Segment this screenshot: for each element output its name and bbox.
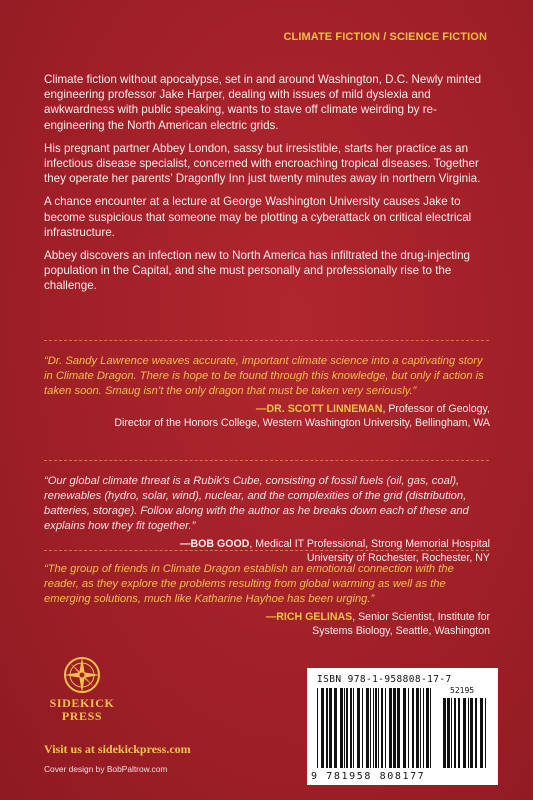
barcode-bar — [340, 688, 343, 768]
divider — [44, 460, 489, 461]
barcode-bar — [430, 688, 431, 768]
barcode-bar — [408, 688, 409, 768]
barcode-bar — [470, 698, 473, 768]
barcode-bar — [447, 698, 450, 768]
barcode-bar — [389, 688, 392, 768]
endorser-name: —RICH GELINAS — [265, 611, 353, 623]
book-description — [44, 72, 494, 302]
barcode-bar — [378, 688, 379, 768]
endorsement-attribution — [44, 610, 490, 638]
endorsement-3 — [44, 562, 490, 638]
endorsement-attribution — [44, 402, 490, 430]
genre-label: CLIMATE FICTION / SCIENCE FICTION — [283, 31, 487, 43]
blurb-paragraph: His pregnant partner Abbey London, sassy but irresistible, starts her practice as an infectious disease specialist, concerned with encroaching tropical diseases. Together they operate her parents' Dragonfly Inn just twenty minutes away in northern Virginia. — [44, 141, 481, 186]
isbn-barcode — [307, 668, 498, 785]
endorser-role: , Medical IT Professional, Strong Memorial Hospital — [249, 538, 490, 550]
barcode-bar — [350, 688, 352, 768]
barcode-bar — [454, 698, 456, 768]
barcode-bar — [468, 698, 469, 768]
blurb-paragraph: Abbey discovers an infection new to North America has infiltrated the drug-injecting population in the Capital, and she must personally and professionally rise to the challenge. — [44, 249, 470, 293]
barcode-bar — [420, 688, 421, 768]
barcode-bar — [403, 688, 406, 768]
divider — [44, 550, 489, 551]
compass-emblem-icon — [62, 655, 102, 695]
endorsement-text: “Dr. Sandy Lawrence weaves accurate, important climate science into a captivating story in Climate Dragon. There is hope to be found through this knowledge, but only if action is taken soon. Smaug isn’t the only dragon that must be taken very seriously.” — [44, 355, 484, 397]
endorser-affiliation: Director of the Honors College, Western Washington University, Bellingham, WA — [114, 417, 490, 429]
endorser-affiliation: Systems Biology, Seattle, Washington — [312, 625, 490, 637]
barcode-bar — [458, 698, 460, 768]
barcode-bar — [353, 688, 354, 768]
barcode-bar — [362, 688, 363, 768]
barcode-bar — [375, 688, 377, 768]
endorsement-2 — [44, 474, 490, 565]
endorser-affiliation: University of Rochester, Rochester, NY — [306, 552, 490, 564]
barcode-digits: 9 781958 808177 — [311, 771, 426, 782]
publisher-name-line1: SIDEKICK — [49, 696, 115, 710]
barcode-bar — [366, 688, 369, 768]
barcode-bar — [443, 698, 446, 768]
barcode-bar — [423, 688, 424, 768]
barcode-bar — [426, 688, 429, 768]
barcode-bar — [451, 698, 452, 768]
barcode-bar — [321, 688, 324, 768]
blurb-paragraph: A chance encounter at a lecture at George Washington University causes Jake to become suspicious that someone may be plotting a cyberattack on critical electrical infrastructure. — [44, 195, 472, 239]
endorsement-attribution — [44, 537, 490, 565]
barcode-bar — [416, 688, 419, 768]
endorser-role: , Professor of Geology, — [382, 403, 490, 415]
publisher-website[interactable]: Visit us at sidekickpress.com — [44, 742, 191, 756]
endorser-name: —BOB GOOD — [179, 538, 250, 550]
endorsement-1 — [44, 354, 490, 430]
barcode-bar — [344, 688, 345, 768]
endorser-role: , Senior Scientist, Institute for — [352, 611, 490, 623]
barcode-bar — [397, 688, 400, 768]
barcode-bar — [329, 688, 332, 768]
divider — [44, 340, 489, 341]
isbn-label: ISBN 978-1-958808-17-7 — [317, 674, 452, 685]
publisher-name — [44, 697, 120, 723]
barcode-bar — [373, 688, 374, 768]
design-credit: Cover design by BobPaltrow.com — [44, 764, 168, 774]
barcode-bar — [485, 698, 486, 768]
barcode-bar — [357, 688, 360, 768]
barcode-bar — [346, 688, 348, 768]
barcode-bar — [463, 698, 466, 768]
barcode-bar — [412, 688, 414, 768]
barcode-bar — [326, 688, 328, 768]
blurb-paragraph: Climate fiction without apocalypse, set in and around Washington, D.C. Newly minted engineering professor Jake Harper, dealing with issues of mild dyslexia and awkwardness with public speaking, wants to stave off climate weirding by re-engineering the North American electric grids. — [44, 73, 482, 132]
barcode-bar — [475, 698, 477, 768]
barcode-bar — [385, 688, 386, 768]
endorser-name: —DR. SCOTT LINNEMAN — [255, 403, 383, 415]
barcode-bars — [315, 688, 491, 770]
barcode-bar — [317, 688, 318, 768]
barcode-bar — [370, 688, 371, 768]
barcode-bar — [480, 698, 483, 768]
barcode-bar — [334, 688, 337, 768]
price-code: 52195 — [450, 686, 475, 695]
barcode-bar — [381, 688, 383, 768]
barcode-bar — [393, 688, 396, 768]
endorsement-text: “The group of friends in Climate Dragon establish an emotional connection with the reader, as they explore the problems resulting from global warming as well as the emerging solutions, much like Katharine Hayhoe has been urging.” — [44, 563, 454, 605]
publisher-logo — [44, 655, 120, 723]
publisher-name-line2: PRESS — [61, 709, 103, 723]
endorsement-text: “Our global climate threat is a Rubik’s Cube, consisting of fossil fuels (oil, gas, coal), renewables (hydro, solar, wind), nuclear, and the complexities of the grid (distribution, batteries, storage). Follow along with the author as he breaks down each of these and explains how they fit together.” — [44, 475, 469, 532]
